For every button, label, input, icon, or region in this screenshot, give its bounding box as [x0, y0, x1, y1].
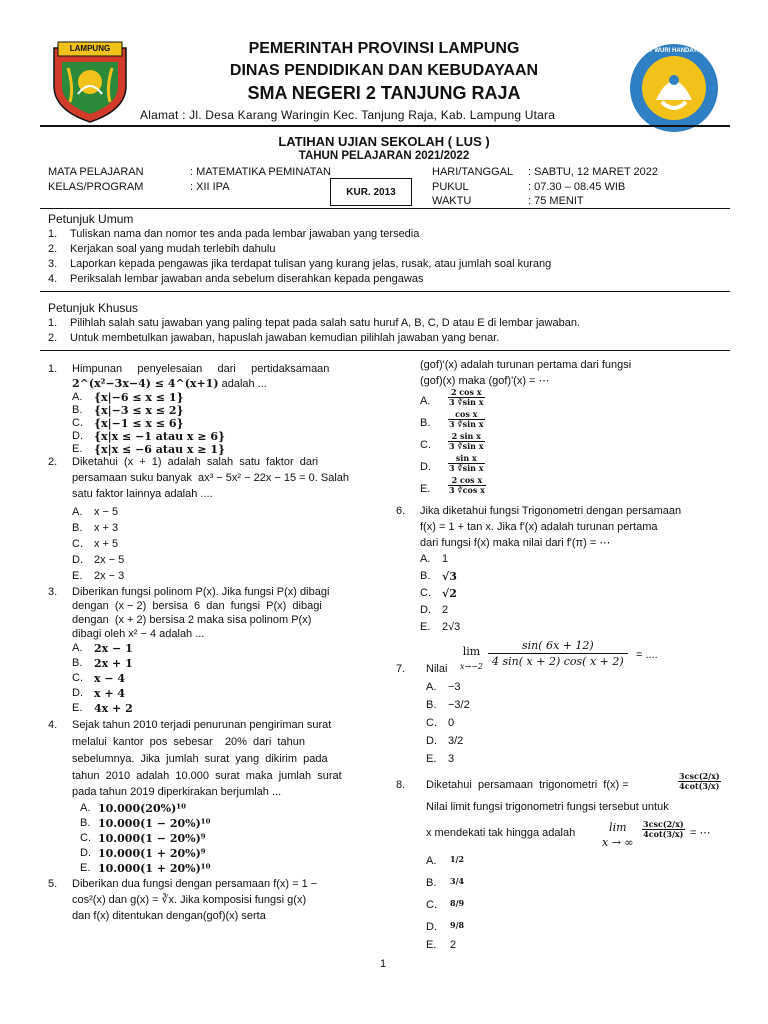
option-label: E.: [80, 862, 91, 874]
limit-tail: = ⋯: [690, 827, 711, 839]
option-label: C.: [420, 587, 431, 599]
limit-operator: lim x→−2: [460, 645, 484, 671]
option-label: E.: [426, 753, 437, 765]
limit-tail: = ....: [636, 649, 658, 661]
option-label: D.: [72, 687, 83, 699]
waktu-label: WAKTU: [432, 195, 472, 207]
option-value: 8/9: [450, 898, 465, 908]
option-value: 10.000(1 + 20%)¹⁰: [98, 862, 211, 875]
question-text: melalui kantor pos sebesar 20% dari tahun: [72, 736, 305, 748]
question-text: f(x) = 1 + tan x. Jika f'(x) adalah turunan pertama: [420, 521, 658, 533]
list-item: 1. Pilihlah salah satu jawaban yang paling tepat pada salah satu huruf A, B, C, D atau E di lembar jawaban.: [48, 317, 580, 329]
fraction: $\frac{3\csc(2/x)}{4\cot(3/x)}$: [679, 771, 720, 791]
exam-year: TAHUN PELAJARAN 2021/2022: [298, 150, 470, 162]
fraction: $\frac{\text{2 sin x}}{\text{3 ∛sin x}}$: [449, 431, 484, 451]
option-value: {x|−6 ≤ x ≤ 1}: [94, 391, 184, 404]
question-text: dengan (x + 2) bersisa 2 maka sisa polinom P(x): [72, 614, 312, 626]
option-label: E.: [420, 483, 431, 495]
question-number: 6.: [396, 505, 406, 517]
option-value: √3: [442, 570, 457, 583]
option-value: −3: [448, 681, 461, 693]
list-item: 2. Kerjakan soal yang mudah terlebih dahulu: [48, 243, 276, 255]
limit-operator: lim x → ∞: [602, 821, 634, 849]
kelas-value: : XII IPA: [190, 181, 230, 193]
option-value: 2x + 1: [94, 657, 133, 670]
option-value: −3/2: [448, 699, 470, 711]
option-label: C.: [72, 417, 83, 429]
option-value: {x|−3 ≤ x ≤ 2}: [94, 404, 184, 417]
question-text: Diketahui (x + 1) adalah salah satu faktor dari: [72, 456, 319, 468]
option-value: x − 5: [94, 506, 119, 518]
question-5-continued: [396, 358, 726, 503]
info-divider: [40, 208, 730, 209]
option-value: 0: [448, 717, 455, 729]
option-label: B.: [420, 570, 431, 582]
option-value: 2x − 5: [94, 554, 125, 566]
question-text: Diberikan fungsi polinom P(x). Jika fungsi P(x) dibagi: [72, 586, 330, 598]
option-label: E.: [72, 443, 83, 455]
mapel-value: : MATEMATIKA PEMINATAN: [190, 166, 331, 178]
pukul-value: : 07.30 – 08.45 WIB: [528, 181, 626, 193]
question-text: (gof)(x) maka (gof)'(x) = ⋯: [420, 375, 550, 387]
petunjuk-khusus-list: [48, 316, 738, 346]
option-value: 3/2: [448, 735, 464, 747]
option-label: E.: [72, 702, 83, 714]
question-text: Diketahui persamaan trigonometri f(x) =: [426, 779, 629, 791]
header-line-3: SMA NEGERI 2 TANJUNG RAJA: [247, 83, 521, 103]
question-text: sebelumnya. Jika jumlah surat yang dikirim pada: [72, 753, 328, 765]
lampung-logo-text: LAMPUNG: [69, 44, 111, 53]
question-text: Jika diketahui fungsi Trigonometri dengan persamaan: [420, 505, 682, 517]
question-text: cos²(x) dan g(x) = ∛x. Jika komposisi fungsi g(x): [72, 894, 307, 906]
question-text: dengan (x − 2) bersisa 6 dan fungsi P(x) dibagi: [72, 600, 322, 612]
question-text: Sejak tahun 2010 terjadi penurunan pengiriman surat: [72, 719, 332, 731]
header-divider: [40, 125, 730, 127]
question-8: [396, 772, 726, 952]
fraction: $\frac{\text{2 cos x}}{\text{3 ∛cos x}}$: [449, 475, 485, 495]
option-value: 2x − 3: [94, 570, 125, 582]
waktu-value: : 75 MENIT: [528, 195, 584, 207]
petunjuk-umum-list: [48, 227, 738, 287]
option-label: B.: [72, 657, 83, 669]
question-text: Nilai limit fungsi trigonometri fungsi tersebut untuk: [426, 801, 669, 813]
option-label: A.: [80, 802, 91, 814]
question-6: [396, 504, 726, 636]
option-value: 9/8: [450, 920, 465, 930]
option-label: A.: [426, 855, 437, 867]
question-number: 7.: [396, 663, 406, 675]
question-text: Diberikan dua fungsi dengan persamaan f(x) = 1 −: [72, 878, 318, 890]
question-4: [48, 718, 374, 878]
option-label: B.: [420, 417, 431, 429]
pukul-label: PUKUL: [432, 181, 469, 193]
math-expression: 2^(x²−3x−4) ≤ 4^(x+1): [72, 377, 219, 390]
fraction: $\frac{\text{cos x}}{\text{3 ∛sin x}}$: [449, 409, 484, 429]
option-value: 2: [450, 939, 457, 951]
list-item: 4. Periksalah lembar jawaban anda sebelum diserahkan kepada pengawas: [48, 273, 424, 285]
question-text: satu faktor lainnya adalah ....: [72, 488, 213, 500]
question-3: [48, 585, 374, 715]
question-text: persamaan suku banyak ax³ − 5x² − 22x − 15 = 0. Salah: [72, 472, 350, 484]
option-label: C.: [72, 538, 83, 550]
option-label: B.: [426, 877, 437, 889]
option-value: 2x − 1: [94, 642, 133, 655]
question-text: adalah ...: [221, 378, 267, 390]
question-text: pada tahun 2019 diperkirakan berjumlah ...: [72, 786, 282, 798]
option-label: D.: [426, 921, 437, 933]
question-text: dari fungsi f(x) maka nilai dari f'(π) = ⋯: [420, 537, 611, 549]
option-value: 3: [448, 753, 455, 765]
option-value: x + 4: [94, 687, 126, 700]
option-label: D.: [72, 430, 83, 442]
option-label: A.: [72, 391, 83, 403]
option-value: 1/2: [450, 854, 465, 864]
option-value: {x|x ≤ −6 atau x ≥ 1}: [94, 443, 226, 456]
option-label: D.: [420, 461, 431, 473]
limit-fraction: sin( 6x + 12) 4 sin( x + 2) cos( x + 2): [488, 638, 628, 669]
list-item: 3. Laporkan kepada pengawas jika terdapat tulisan yang kurang jelas, rusak, atau jumlah soal kurang: [48, 258, 552, 270]
question-text: (gof)'(x) adalah turunan pertama dari fungsi: [420, 359, 632, 371]
kurikulum-box: KUR. 2013: [330, 178, 412, 206]
kelas-label: KELAS/PROGRAM: [48, 181, 144, 193]
option-label: D.: [426, 735, 437, 747]
khusus-divider: [40, 350, 730, 351]
fraction: $\frac{3\csc(2/x)}{4\cot(3/x)}$: [643, 819, 684, 839]
option-label: C.: [80, 832, 91, 844]
question-text: Himpunan penyelesaian dari pertidaksamaan: [72, 363, 330, 375]
option-value: x + 5: [94, 538, 119, 550]
option-label: E.: [420, 621, 431, 633]
option-label: A.: [72, 506, 83, 518]
petunjuk-khusus-heading: Petunjuk Khusus: [48, 301, 139, 315]
list-item: 2. Untuk membetulkan jawaban, hapuslah jawaban kemudian pilihlah jawaban yang benar.: [48, 332, 500, 344]
option-label: C.: [426, 899, 437, 911]
option-value: 10.000(1 + 20%)⁹: [98, 847, 206, 860]
question-number: 8.: [396, 779, 406, 791]
question-text: tahun 2010 adalah 10.000 surat maka jumlah surat: [72, 770, 342, 782]
option-label: B.: [72, 522, 83, 534]
list-item: 1. Tuliskan nama dan nomor tes anda pada lembar jawaban yang tersedia: [48, 228, 420, 240]
question-text: dibagi oleh x² − 4 adalah ...: [72, 628, 205, 640]
question-number: 5.: [48, 878, 58, 890]
mapel-label: MATA PELAJARAN: [48, 166, 144, 178]
option-value: {x|x ≤ −1 atau x ≥ 6}: [94, 430, 226, 443]
option-value: 10.000(1 − 20%)⁹: [98, 832, 206, 845]
question-text: Nilai: [426, 663, 448, 675]
option-label: A.: [420, 553, 431, 565]
option-label: D.: [420, 604, 431, 616]
fraction: $\frac{\text{sin x}}{\text{3 ∛sin x}}$: [449, 453, 484, 473]
school-address: Alamat : Jl. Desa Karang Waringin Kec. Tanjung Raja, Kab. Lampung Utara: [140, 108, 556, 122]
question-text: dan f(x) ditentukan dengan(gof)(x) serta: [72, 910, 266, 922]
option-label: E.: [426, 939, 437, 951]
question-number: 4.: [48, 719, 58, 731]
option-value: x − 4: [94, 672, 126, 685]
option-label: C.: [426, 717, 437, 729]
hari-value: : SABTU, 12 MARET 2022: [528, 166, 659, 178]
question-number: 3.: [48, 586, 58, 598]
question-number: 2.: [48, 456, 58, 468]
page-number: 1: [380, 958, 387, 970]
hari-label: HARI/TANGGAL: [432, 166, 514, 178]
option-label: C.: [72, 672, 83, 684]
header-line-1: PEMERINTAH PROVINSI LAMPUNG: [248, 40, 520, 57]
option-label: D.: [72, 554, 83, 566]
exam-title: LATIHAN UJIAN SEKOLAH ( LUS ): [278, 134, 490, 149]
option-value: x + 3: [94, 522, 119, 534]
question-1: [48, 362, 374, 458]
option-value: 4x + 2: [94, 702, 133, 715]
option-label: D.: [80, 847, 91, 859]
option-label: A.: [420, 395, 431, 407]
umum-divider: [40, 291, 730, 292]
question-2: [48, 455, 374, 585]
header-line-2: DINAS PENDIDIKAN DAN KEBUDAYAAN: [229, 62, 539, 79]
petunjuk-umum-heading: Petunjuk Umum: [48, 212, 134, 226]
option-value: 3/4: [450, 876, 465, 886]
question-5: [48, 877, 374, 927]
fraction: $\frac{\text{2 cos x}}{\text{3 ∛sin x}}$: [449, 387, 484, 407]
option-value: √2: [442, 587, 457, 600]
tut-wuri-logo-text: TUT WURI HANDAYANI: [641, 48, 707, 54]
option-value: 2√3: [442, 621, 461, 633]
question-text: x mendekati tak hingga adalah: [426, 827, 576, 839]
question-number: 1.: [48, 363, 58, 375]
option-label: C.: [420, 439, 431, 451]
option-label: E.: [72, 570, 83, 582]
option-label: B.: [80, 817, 91, 829]
option-label: A.: [426, 681, 437, 693]
option-value: 2: [442, 604, 449, 616]
option-value: 10.000(20%)¹⁰: [98, 802, 186, 815]
option-value: {x|−1 ≤ x ≤ 6}: [94, 417, 184, 430]
option-label: B.: [426, 699, 437, 711]
question-7: [396, 638, 726, 768]
option-label: A.: [72, 642, 83, 654]
option-value: 1: [442, 553, 449, 565]
option-value: 10.000(1 − 20%)¹⁰: [98, 817, 211, 830]
option-label: B.: [72, 404, 83, 416]
